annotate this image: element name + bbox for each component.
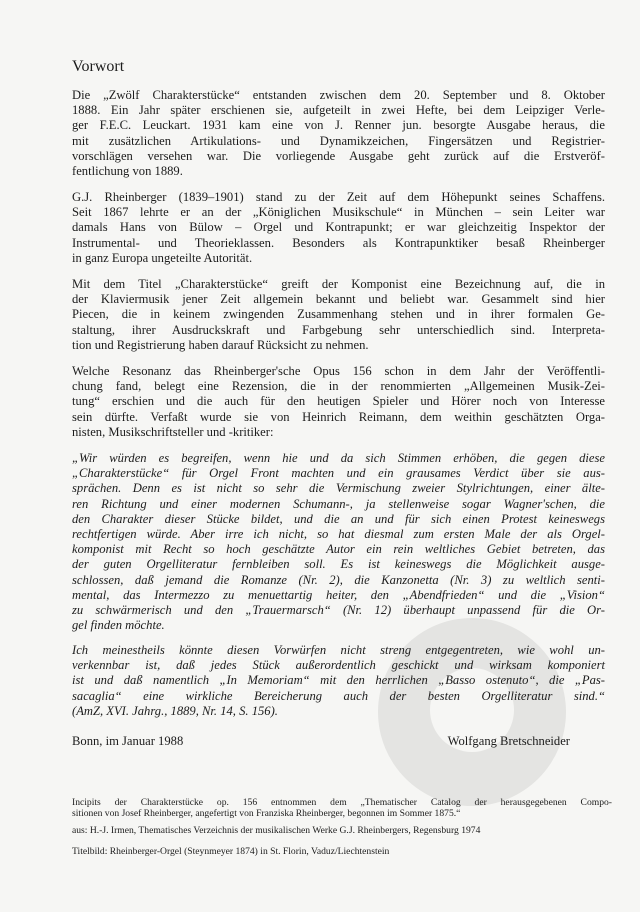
text-line: staltung, ihrer Ausdruckskraft und Farbgebung sehr unterschiedlich sind. Interpreta- (72, 322, 605, 337)
text-line: mit zusätzlichen Artikulations- und Dynamikzeichen, Fingersätzen und Registrier- (72, 133, 605, 148)
paragraph (72, 364, 605, 440)
text-line: sacaglia“ eine wirkliche Bereicherung auch der besten Orgelliteratur sind.“ (72, 688, 605, 703)
page-title: Vorwort (72, 58, 125, 75)
text-line: Piecen, die in keinem zwingenden Zusammenhang stehen und in ihrer formalen Ge- (72, 307, 605, 322)
text-line: Ich meinestheils könnte diesen Vorwürfen nicht streng entgegentreten, wie wohl un- (72, 643, 605, 657)
author: Wolfgang Bretschneider (447, 734, 570, 748)
text-line: schlossen, daß jemand die Romanze (Nr. 2), die Kanzonetta (Nr. 3) zu weltlich senti- (72, 572, 605, 587)
quote (72, 643, 605, 719)
text-line: nisten, Musikschriftsteller und -kritiker: (72, 424, 274, 439)
text-line: sprächen. Denn es ist nicht so sehr die Vermischung zweier Stylrichtungen, einer älte- (72, 481, 605, 496)
text-line: tion und Registrierung haben darauf Rücksicht zu nehmen. (72, 337, 369, 352)
quote (72, 451, 605, 633)
text-line: rechtfertigen würde. Aber irre ich nicht, so hat diesmal zum ersten Male der als Orgel- (72, 527, 605, 542)
text-line: Instrumental- und Theorieklassen. Besonders als Kontrapunktiker besaß Rheinberger (72, 235, 605, 250)
text-line: Die „Zwölf Charakterstücke“ entstanden zwischen dem 20. September und 8. Oktober (72, 88, 605, 102)
text-line: „Wir würden es begreifen, wenn hie und da sich Stimmen erhöben, die gegen diese (72, 451, 605, 465)
text-line: „Charakterstücke“ für Orgel Front machten und ein grausames Verdict über sie aus- (72, 466, 605, 481)
text-line: ist und daß namentlich „In Memoriam“ mit den herrlichen „Basso ostenuto“, die „Pas- (72, 673, 605, 688)
text-line: (AmZ, XVI. Jahrg., 1889, Nr. 14, S. 156). (72, 703, 278, 718)
text-line: zu schwärmerisch und den „Trauermarsch“ (Nr. 12) überhaupt unpassend für die Or- (72, 603, 605, 618)
text-line: vorschlägen versehen war. Die vorliegende Ausgabe geht zurück auf die Erstveröf- (72, 148, 605, 163)
text-line: ren Richtung und einer modernen Schumann-, ja stellenweise sogar Wagner'schen, die (72, 496, 605, 511)
text-line: G.J. Rheinberger (1839–1901) stand zu der Zeit auf dem Höhepunkt seines Schaffens. (72, 190, 605, 204)
text-line: verkennbar ist, daß jedes Stück außerordentlich geschickt und wirksam komponiert (72, 658, 605, 673)
text-line: tung“ erschien und die auch für den heutigen Spieler und Hörer noch von Interesse (72, 394, 605, 409)
text-line: mental, das Intermezzo zu menuettartig heiter, den „Abendfrieden“ und die „Vision“ (72, 587, 605, 602)
text-line: in ganz Europa ungeteilte Autorität. (72, 250, 253, 265)
place-date: Bonn, im Januar 1988 (72, 734, 184, 748)
text-line: sein dürfte. Verfaßt wurde sie von Heinrich Reimann, dem weithin geschätzten Orga- (72, 409, 605, 424)
text-line: der Klaviermusik jener Zeit allgemein bekannt und beliebt war. Gesammelt sind hier (72, 292, 605, 307)
paragraph (72, 190, 605, 266)
text-line: fentlichung von 1889. (72, 164, 183, 179)
text-line: Seit 1867 lehrte er an der „Königlichen Musikschule“ in München – sein Leiter war (72, 205, 605, 220)
text-line: chung fand, belegt eine Rezension, die in der renommierten „Allgemeinen Musik-Zei- (72, 379, 605, 394)
text-line: 1888. Ein Jahr später erschienen sie, aufgeteilt in zwei Hefte, bei dem Leipziger Verle- (72, 103, 605, 118)
footnote-line: sitionen von Josef Rheinberger, angefertigt von Franziska Rheinberger, begonnen im Sommer 1875.“ (72, 808, 461, 819)
footnote-source: aus: H.-J. Irmen, Thematisches Verzeichnis der musikalischen Werke G.J. Rheinbergers, Regensburg 1974 (72, 825, 481, 836)
footnote-incipits (72, 797, 612, 819)
text-line: gel finden möchte. (72, 618, 165, 633)
text-line: komponist mit Recht so hoch geschätzte Autor ein rein weltliches Gebiet betreten, das (72, 542, 605, 557)
paragraph (72, 277, 605, 353)
paragraph (72, 88, 605, 179)
footnote-line: Incipits der Charakterstücke op. 156 entnommen dem „Thematischer Catalog der herausgegebenen Compo- (72, 797, 612, 808)
text-line: Welche Resonanz das Rheinberger'sche Opus 156 schon in dem Jahr der Veröffentli- (72, 364, 605, 378)
text-line: ger F.E.C. Leuckart. 1931 kam eine von J. Renner jun. besorgte Ausgabe heraus, die (72, 118, 605, 133)
text-line: damals Hans von Bülow – Orgel und Kontrapunkt; er war gleichzeitig Inspektor der (72, 220, 605, 235)
text-line: der guten Orgelliteratur fernbleiben soll. Es ist keineswegs die Möglichkeit ausge- (72, 557, 605, 572)
text-line: den Charakter dieser Stücke bildet, und die an und für sich einen Protest keineswegs (72, 511, 605, 526)
footnote-cover: Titelbild: Rheinberger-Orgel (Steynmeyer 1874) in St. Florin, Vaduz/Liechtenstein (72, 846, 390, 857)
text-line: Mit dem Titel „Charakterstücke“ greift der Komponist eine Bezeichnung auf, die in (72, 277, 605, 291)
